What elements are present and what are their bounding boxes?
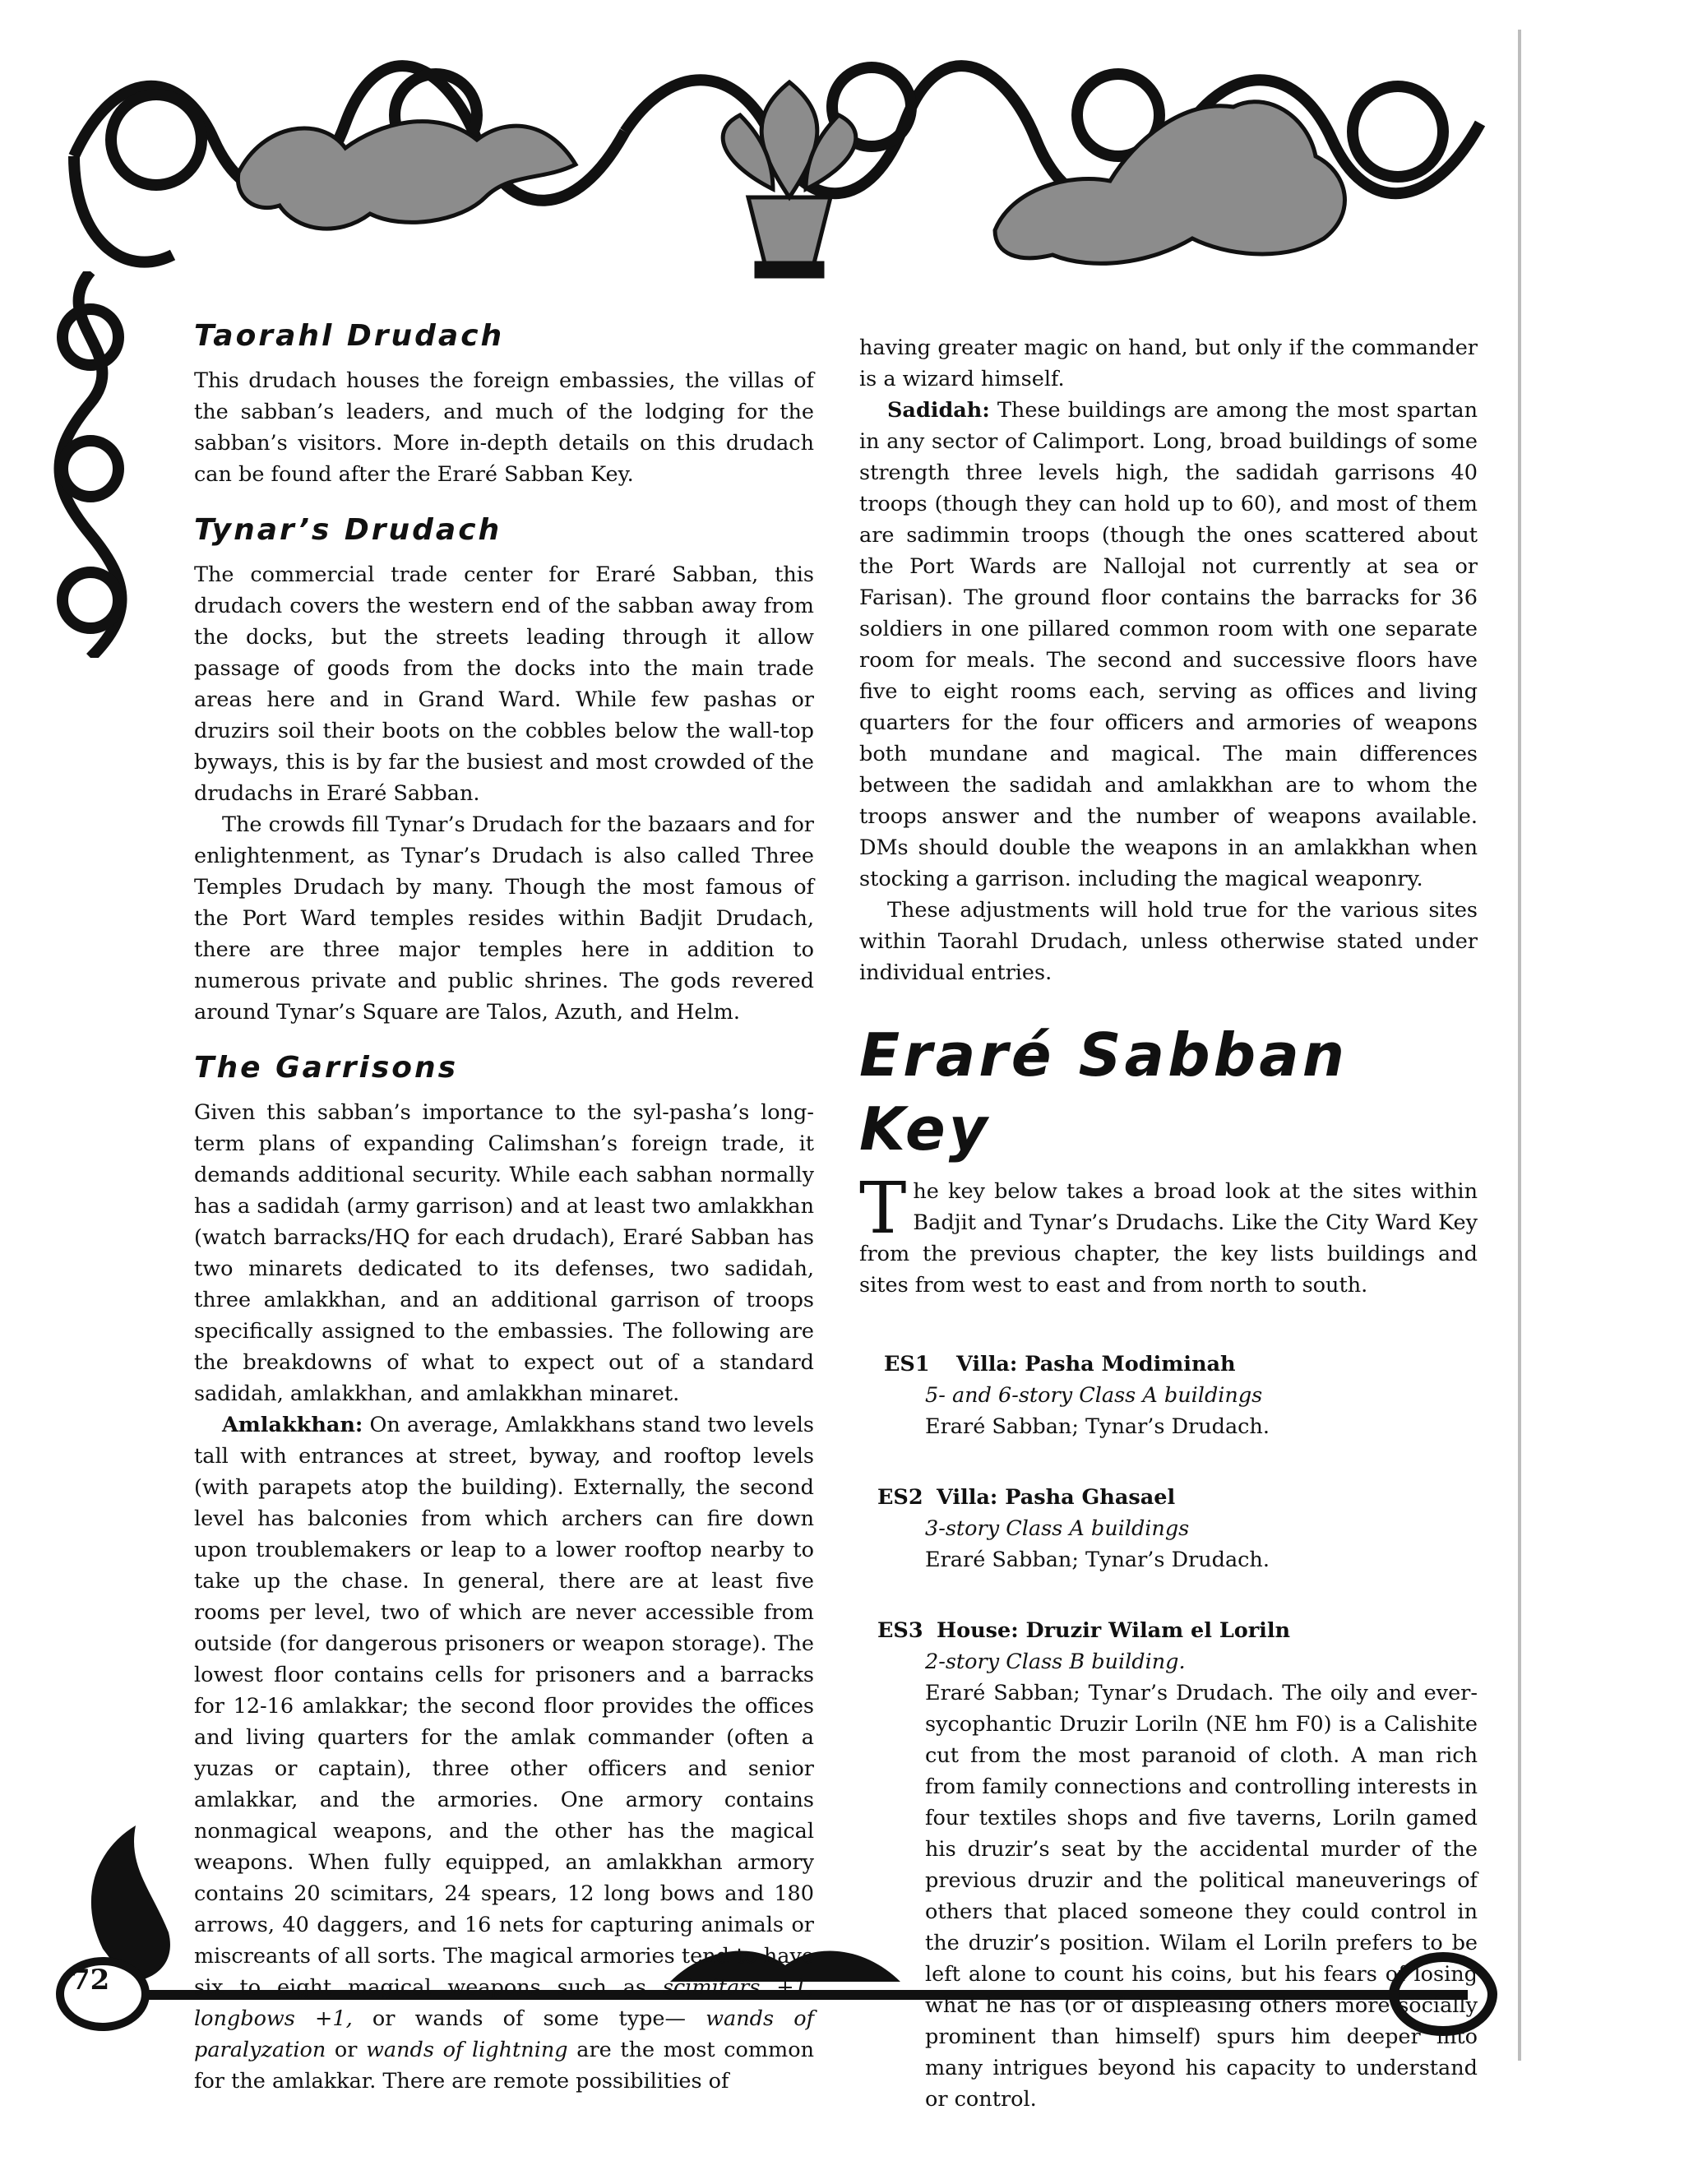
amlakkhan-text-a: On average, Amlakkhans stand two levels tall with entrances at street, byway, and rooftop levels (with parapets atop the building). Externally, the second level has balconies from which archers can fire down upon troublemakers or leap to a lower rooftop nearby to take up the chase. In general, there are at least five rooms per level, two of which are never accessible from outside (for dangerous prisoners or weapon storage). The lowest floor contains cells for prisoners and a barracks for 12-16 amlakkar; the second floor provides the offices and living quarters for the amlak commander (often a yuzas or captain), three other officers and senior amlakkar, and the armories. One armory contains nonmagical weapons, and the other has the magical weapons. When fully equipped, an amlakkhan armory contains 20 scimitars, 24 spears, 12 long bows and 180 arrows, 40 daggers, and 16 nets for capturing animals or miscreants of all sorts. The magical armories tend to have six to eight magical weapons such as [194, 1413, 814, 2000]
amlakkhan-italic-lightning: wands of lightning [366, 2038, 568, 2062]
amlakkhan-text-d: are the most common for the amlakkar. There are remote possibilities of [194, 2038, 814, 2094]
sadidah-label: Sadidah: [887, 398, 990, 423]
key-entry [859, 1615, 1478, 2115]
amlakkhan-text-b: or wands of some type— [352, 2006, 706, 2031]
entry-heading [884, 1349, 1478, 1380]
page-edge-shadow [1518, 30, 1521, 2061]
key-entry [859, 1482, 1478, 1576]
entry-heading [877, 1482, 1478, 1513]
paragraph-tynar-2: The crowds fill Tynar’s Drudach for the bazaars and for enlightenment, as Tynar’s Drudach is also called Three Temples Drudach by many. Though the most famous of the Port Ward temples resides within Badjit Drudach, there are three major temples here in addition to numerous private and public shrines. The gods revered around Tynar’s Square are Talos, Azuth, and Helm. [194, 812, 814, 1025]
paragraph-continued: having greater magic on hand, but only if the commander is a wizard himself. [859, 335, 1478, 391]
entry-subtitle: 3-story Class A buildings [925, 1516, 1190, 1541]
top-knotwork-border-ornament [49, 49, 1521, 312]
amlakkhan-text-c: or [326, 2038, 367, 2062]
key-entry [859, 1349, 1478, 1442]
amlakkhan-italic-weapons: scimitars +1, longbows +1, [194, 1975, 815, 2031]
sadidah-text: These buildings are among the most spartan in any sector of Calimport. Long, broad buildings of some strength three levels high, the sadidah garrisons 40 troops (though they can hold up to 60), and most of them are sadimmin troops (though the ones scattered about the Port Wards are Nallojal not currently at sea or Farisan). The ground floor contains the barracks for 36 soldiers in one pillared common room with one separate room for meals. The second and successive floors have five to eight rooms each, serving as offices and living quarters for the four officers and armories of weapons both mundane and magical. The main differences between the sadidah and amlakkhan are to whom the troops answer and the number of weapons available. DMs should double the weapons in an amlakkhan when stocking a garrison. including the magical weaponry. [859, 398, 1478, 891]
paragraph-taorahl: This drudach houses the foreign embassies, the villas of the sabban’s leaders, and much of the lodging for the sabban’s visitors. More in-depth details on this drudach can be found after the Eraré Sabban Key. [194, 368, 814, 487]
entry-body [925, 1646, 1478, 2115]
paragraph-garrisons: Given this sabban’s importance to the syl-pasha’s long-term plans of expanding Calimshan’s foreign trade, it demands additional security. While each sabhan normally has a sadidah (army garrison) and at least two amlakkhan (watch barracks/HQ for each drudach), Eraré Sabban has two minarets dedicated to its defenses, two sadidah, three amlakkhan, and an additional garrison of troops specifically assigned to the embassies. The following are the breakdowns of what to expect out of a standard sadidah, amlakkhan, and amlakkhan minaret. [194, 1100, 814, 1406]
entry-code: ES1 [884, 1352, 930, 1377]
dragon-right-icon [995, 102, 1344, 264]
entry-text: Eraré Sabban; Tynar’s Drudach. The oily and ever-sycophantic Druzir Loriln (NE hm F0) is a Calishite cut from the most paranoid of cloth. A man rich from family connections and controlling interests in four textiles shops and five taverns, Loriln gamed his druzir’s seat by the accidental murder of the previous druzir and the political maneuverings of others that placed someone they could control in the druzir’s position. Wilam el Loriln prefers to be left alone to count his coins, but his fears of losing what he has (or of displeasing others more socially prominent than himself) spurs him deeper into many intrigues beyond his capacity to understand or control. [925, 1681, 1478, 2112]
paragraph-key-intro [859, 1168, 1478, 1301]
heading-the-garrisons: The Garrisons [194, 1051, 459, 1085]
heading-tynars-drudach: Tynar’s Drudach [194, 513, 502, 547]
entry-text: Eraré Sabban; Tynar’s Drudach. [925, 1414, 1270, 1439]
entry-body [925, 1513, 1478, 1576]
entry-subtitle: 5- and 6-story Class A buildings [925, 1383, 1263, 1408]
section-title-erare-sabban-key: Eraré Sabban Key [859, 1020, 1349, 1164]
right-column [859, 332, 1478, 2115]
left-column [194, 316, 814, 2097]
entry-text: Eraré Sabban; Tynar’s Drudach. [925, 1548, 1270, 1572]
entry-heading [877, 1615, 1478, 1646]
paragraph-tynar-1: The commercial trade center for Eraré Sabban, this drudach covers the western end of the sabban away from the docks, but the streets leading through it allow passage of goods from the docks into the main trade areas here and in Grand Ward. While few pashas or druzirs soil their boots on the cobbles below the wall-top byways, this is by far the busiest and most crowded of the drudachs in Eraré Sabban. [194, 562, 814, 806]
drop-cap: T [859, 1168, 907, 1250]
page-number: 72 [71, 1964, 110, 1997]
paragraph-amlakkhan [194, 1409, 814, 2097]
dragon-left-icon [238, 122, 576, 229]
entry-subtitle: 2-story Class B building. [925, 1650, 1186, 1674]
entry-title: Villa: Pasha Modiminah [956, 1352, 1236, 1377]
entry-code: ES2 [877, 1485, 923, 1510]
paragraph-adjustments: These adjustments will hold true for the various sites within Taorahl Drudach, unless otherwise stated under individual entries. [859, 898, 1478, 985]
entry-title: House: Druzir Wilam el Loriln [937, 1618, 1291, 1643]
entry-body [925, 1380, 1478, 1442]
entry-code: ES3 [877, 1618, 923, 1643]
heading-taorahl-drudach: Taorahl Drudach [194, 319, 505, 353]
paragraph-sadidah [859, 395, 1478, 895]
entry-title: Villa: Pasha Ghasael [937, 1485, 1176, 1510]
key-intro-text: he key below takes a broad look at the sites within Badjit and Tynar’s Drudachs. Like the City Ward Key from the previous chapter, the key lists buildings and sites from west to east and from north to south. [859, 1179, 1478, 1298]
amlakkhan-label: Amlakkhan: [222, 1413, 363, 1437]
amlakkhan-italic-paralyzation: wands of paralyzation [194, 2006, 815, 2062]
left-knotwork-border-ornament [41, 271, 148, 658]
